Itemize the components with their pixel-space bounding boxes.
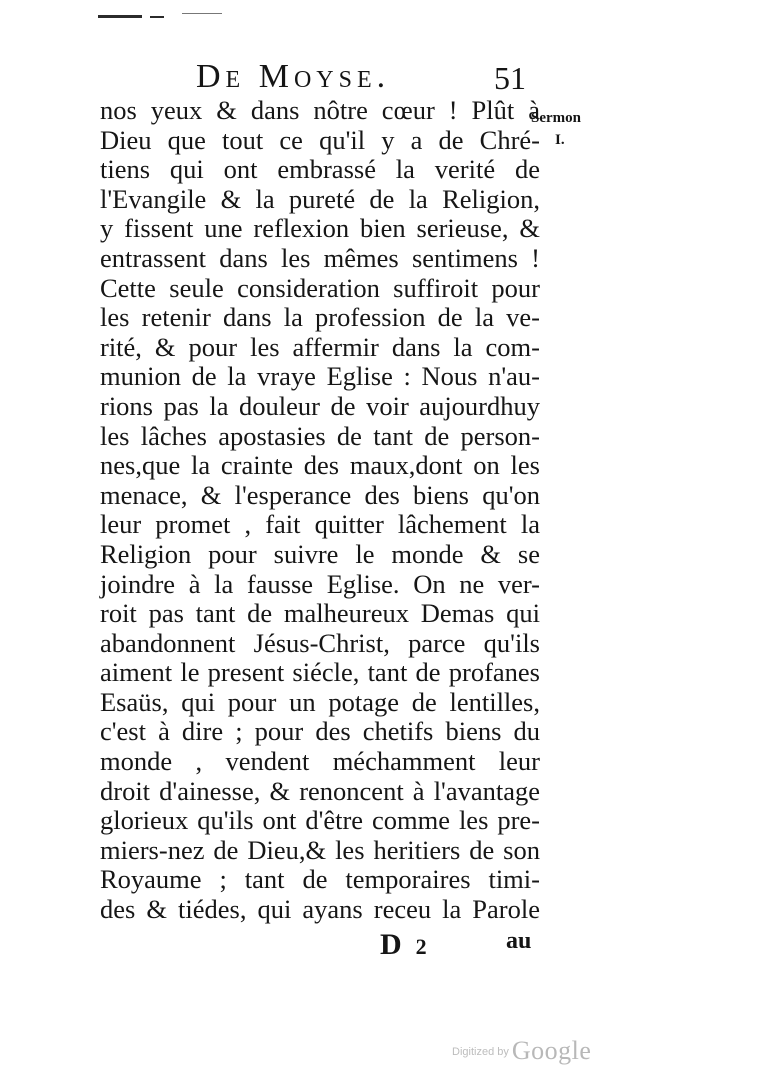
text-line: abandonnent Jésus-Christ, parce qu'ils xyxy=(100,627,540,658)
text-line: Dieu que tout ce qu'il y a de Chré- xyxy=(100,124,540,155)
text-line: menace, & l'esperance des biens qu'on xyxy=(100,479,540,510)
running-head: De Moyse. xyxy=(196,58,391,95)
text-line: c'est à dire ; pour des chetifs biens du xyxy=(100,716,540,747)
text-line: munion de la vraye Eglise : Nous n'au- xyxy=(100,361,540,392)
text-line: leur promet , fait quitter lâchement la xyxy=(100,509,540,540)
scan-artifact-mark xyxy=(182,13,222,14)
scan-artifact-mark xyxy=(150,16,164,18)
signature-number: 2 xyxy=(415,934,427,959)
margin-note-label: Sermon xyxy=(531,110,581,126)
google-logo: Google xyxy=(511,1036,592,1065)
text-line: les lâches apostasies de tant de person- xyxy=(100,420,540,451)
text-line: roit pas tant de malheureux Demas qui xyxy=(100,598,540,629)
text-line: monde , vendent méchamment leur xyxy=(100,746,540,777)
page-number: 51 xyxy=(494,60,526,96)
text-line: tiens qui ont embrassé la verité de xyxy=(100,154,540,185)
text-line: aiment le present siécle, tant de profanes xyxy=(100,657,540,688)
text-line: nos yeux & dans nôtre cœur ! Plût à xyxy=(100,95,540,125)
signature-line xyxy=(380,928,540,962)
text-line: des & tiédes, qui ayans receu la Parole xyxy=(100,894,540,925)
text-line: glorieux qu'ils ont d'être comme les pre- xyxy=(100,805,540,836)
text-line: l'Evangile & la pureté de la Religion, xyxy=(100,183,540,214)
text-line: Religion pour suivre le monde & se xyxy=(100,538,540,569)
watermark-prefix: Digitized by xyxy=(452,1046,509,1058)
text-line: rions pas la douleur de voir aujourdhuy xyxy=(100,390,540,421)
text-line: nes,que la crainte des maux,dont on les xyxy=(100,450,540,481)
signature-letter: D xyxy=(380,928,402,961)
text-line: rité, & pour les affermir dans la com- xyxy=(100,331,540,362)
text-line: droit d'ainesse, & renoncent à l'avantage xyxy=(100,775,540,806)
body-text xyxy=(100,96,540,925)
catchword: au xyxy=(506,928,532,954)
text-line: miers-nez de Dieu,& les heritiers de son xyxy=(100,834,540,865)
text-line: entrassent dans les mêmes sentimens ! xyxy=(100,242,540,273)
text-line: joindre à la fausse Eglise. On ne ver- xyxy=(100,568,540,599)
text-line: Cette seule consideration suffiroit pour xyxy=(100,272,540,303)
margin-note xyxy=(531,107,611,151)
text-line: Royaume ; tant de temporaires timi- xyxy=(100,864,540,895)
margin-note-number: I. xyxy=(555,132,565,148)
scan-artifact-mark xyxy=(98,15,142,18)
text-line: Esaüs, qui pour un potage de lentilles, xyxy=(100,686,540,717)
digitized-watermark xyxy=(452,1036,591,1066)
text-line: y fissent une reflexion bien serieuse, & xyxy=(100,213,540,244)
text-line: les retenir dans la profession de la ve- xyxy=(100,302,540,333)
